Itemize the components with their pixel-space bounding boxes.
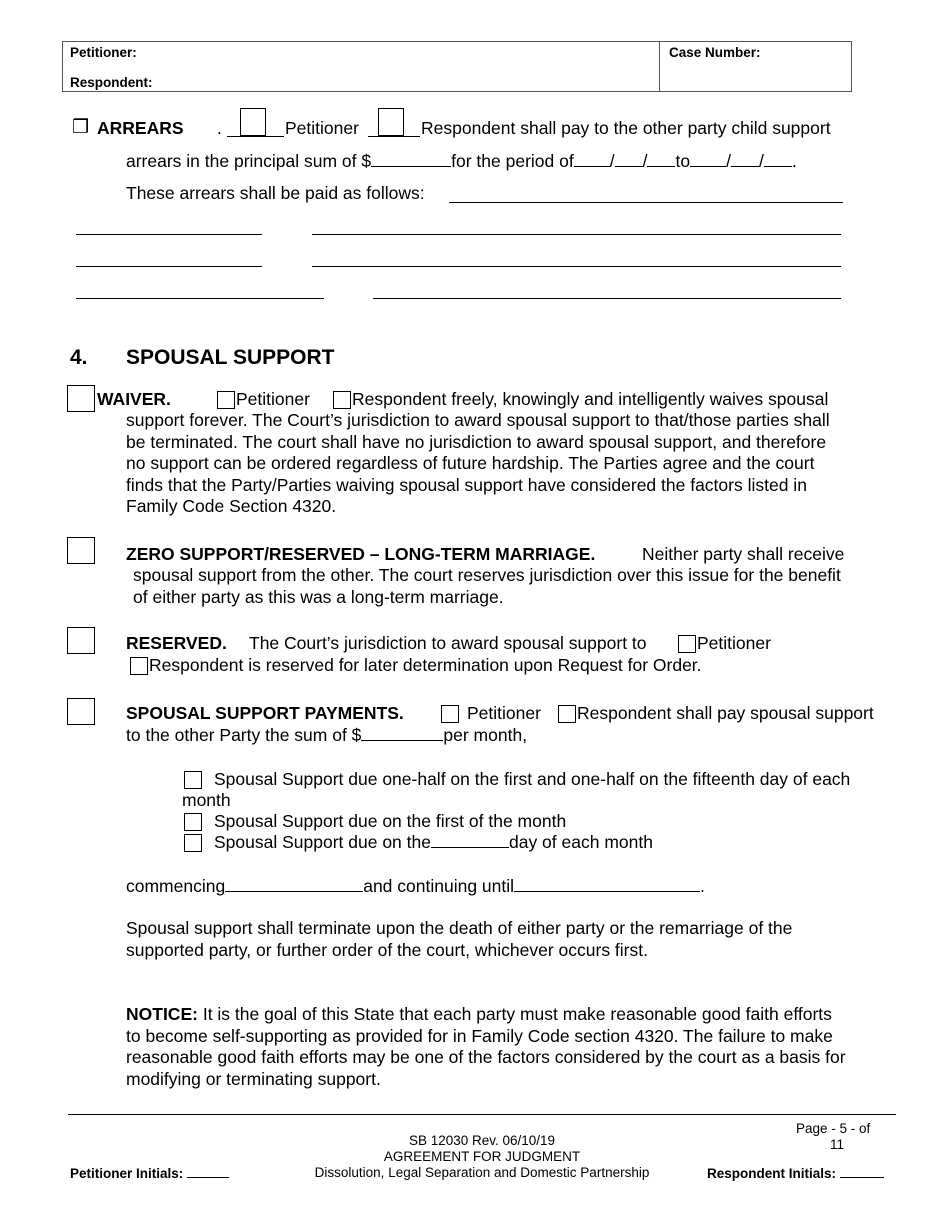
arrears-blank-line[interactable] bbox=[76, 234, 262, 235]
arrears-petitioner-label: Petitioner bbox=[285, 118, 359, 138]
commencing-label: commencing bbox=[126, 876, 226, 896]
page-total: 11 bbox=[830, 1137, 845, 1152]
continuing-label: and continuing until bbox=[363, 876, 515, 896]
custom-day-option bbox=[214, 832, 653, 854]
petitioner-initials-field[interactable] bbox=[187, 1166, 229, 1178]
respondent-initials-field[interactable] bbox=[840, 1166, 884, 1178]
payments-checkbox[interactable] bbox=[67, 698, 95, 725]
period-end-dot: . bbox=[791, 151, 797, 171]
custom-day-option-label: Spousal Support due on the bbox=[214, 832, 431, 852]
period-start-year-field[interactable] bbox=[647, 152, 675, 167]
arrears-underline bbox=[227, 136, 284, 137]
date-slash: / bbox=[726, 151, 731, 171]
arrears-blank-line[interactable] bbox=[312, 234, 841, 235]
waiver-petitioner-label: Petitioner bbox=[236, 389, 310, 409]
semi-monthly-option-checkbox[interactable] bbox=[184, 771, 202, 789]
waiver-title: WAIVER. bbox=[97, 389, 171, 409]
zero-support-text: Neither party shall receive bbox=[642, 544, 845, 564]
form-number: SB 12030 Rev. 06/10/19 bbox=[408, 1133, 556, 1148]
waiver-respondent-text: Respondent freely, knowingly and intelligently waives spousal bbox=[352, 389, 829, 409]
commencing-date-field[interactable] bbox=[225, 877, 363, 892]
payments-sum-field[interactable] bbox=[361, 726, 443, 741]
arrears-line-2 bbox=[126, 151, 797, 173]
arrears-sum-label: arrears in the principal sum of $ bbox=[126, 151, 372, 171]
period-start-day-field[interactable] bbox=[615, 152, 643, 167]
payments-respondent-text: Respondent shall pay spousal support bbox=[577, 703, 874, 723]
continuing-until-field[interactable] bbox=[514, 877, 700, 892]
waiver-body-line: be terminated. The court shall have no jurisdiction to award spousal support, and therefore bbox=[126, 431, 827, 452]
case-header-box bbox=[62, 41, 852, 92]
notice-line: to become self-supporting as provided for in Family Code section 4320. The failure to make bbox=[126, 1025, 833, 1046]
notice-line: reasonable good faith efforts may be one of the factors considered by the court as a basis for bbox=[126, 1047, 846, 1067]
waiver-body-line: no support can be ordered regardless of future hardship. The Parties agree and the court bbox=[126, 453, 815, 473]
termination-paragraph bbox=[126, 918, 792, 961]
semi-monthly-option-label-cont: month bbox=[182, 790, 231, 810]
notice-line bbox=[126, 1004, 846, 1026]
payments-dates-line bbox=[126, 876, 705, 898]
reserved-respondent-text: Respondent is reserved for later determination upon Request for Order. bbox=[149, 655, 702, 675]
first-of-month-option-label: Spousal Support due on the first of the month bbox=[214, 811, 567, 831]
reserved-title: RESERVED. bbox=[126, 633, 227, 653]
reserved-petitioner-label: Petitioner bbox=[697, 633, 771, 653]
notice-line: modifying or terminating support. bbox=[126, 1068, 381, 1089]
arrears-sum-field[interactable] bbox=[371, 152, 451, 167]
waiver-body-line: Family Code Section 4320. bbox=[126, 496, 337, 516]
respondent-label: Respondent: bbox=[70, 75, 153, 90]
waiver-body bbox=[126, 410, 830, 518]
arrears-respondent-checkbox[interactable] bbox=[378, 108, 404, 136]
section-number: 4. bbox=[70, 346, 88, 369]
period-end-day-field[interactable] bbox=[731, 152, 759, 167]
zero-support-body-line: spousal support from the other. The court reserves jurisdiction over this issue for the benefit bbox=[133, 565, 841, 585]
zero-support-checkbox[interactable] bbox=[67, 537, 95, 564]
arrears-blank-line[interactable] bbox=[373, 298, 841, 299]
payments-petitioner-checkbox[interactable] bbox=[441, 705, 459, 723]
notice-title: NOTICE: bbox=[126, 1004, 198, 1024]
arrears-blank-line[interactable] bbox=[312, 266, 841, 267]
period-end-month-field[interactable] bbox=[690, 152, 726, 167]
form-subtitle: Dissolution, Legal Separation and Domestic Partnership bbox=[314, 1165, 650, 1180]
custom-day-option-suffix: day of each month bbox=[508, 832, 653, 852]
waiver-body-line: support forever. The Court’s jurisdiction to award spousal support to that/those parties shall bbox=[126, 410, 830, 430]
reserved-checkbox[interactable] bbox=[67, 627, 95, 654]
payments-line-2 bbox=[126, 725, 527, 747]
period-end-year-field[interactable] bbox=[764, 152, 792, 167]
payments-petitioner-label: Petitioner bbox=[467, 703, 541, 723]
waiver-checkbox[interactable] bbox=[67, 385, 95, 412]
first-of-month-option-checkbox[interactable] bbox=[184, 813, 202, 831]
petitioner-label: Petitioner: bbox=[70, 45, 137, 60]
notice-line-1: It is the goal of this State that each party must make reasonable good faith efforts bbox=[202, 1004, 832, 1024]
respondent-initials-label: Respondent Initials: bbox=[707, 1166, 837, 1181]
date-slash: / bbox=[642, 151, 648, 171]
arrears-title: ARREARS bbox=[97, 118, 184, 138]
payments-per-month-label: per month, bbox=[443, 725, 528, 745]
footer-rule bbox=[68, 1114, 896, 1115]
termination-line: supported party, or further order of the court, whichever occurs first. bbox=[126, 939, 648, 960]
case-number-label: Case Number: bbox=[669, 45, 761, 60]
reserved-text: The Court’s jurisdiction to award spousal support to bbox=[249, 633, 647, 653]
respondent-initials bbox=[707, 1166, 884, 1181]
dates-line-end: . bbox=[700, 876, 705, 896]
period-start-month-field[interactable] bbox=[574, 152, 610, 167]
arrears-period-label: for the period of bbox=[451, 151, 574, 171]
form-title: AGREEMENT FOR JUDGMENT bbox=[383, 1149, 581, 1164]
petitioner-initials bbox=[70, 1166, 229, 1181]
date-slash: / bbox=[609, 151, 615, 171]
zero-support-body bbox=[133, 565, 841, 608]
arrears-blank-line[interactable] bbox=[76, 266, 262, 267]
period-to-label: to bbox=[675, 151, 691, 171]
zero-support-body-line: of either party as this was a long-term marriage. bbox=[133, 586, 504, 607]
date-slash: / bbox=[758, 151, 764, 171]
arrears-payment-label: These arrears shall be paid as follows: bbox=[126, 183, 425, 203]
header-divider bbox=[659, 42, 660, 91]
reserved-respondent-checkbox[interactable] bbox=[130, 657, 148, 675]
termination-line: Spousal support shall terminate upon the death of either party or the remarriage of the bbox=[126, 918, 793, 938]
notice-paragraph bbox=[126, 1004, 846, 1090]
custom-day-option-checkbox[interactable] bbox=[184, 834, 202, 852]
arrears-dot: . bbox=[217, 118, 222, 138]
footer-form-info bbox=[302, 1133, 662, 1181]
arrears-petitioner-checkbox[interactable] bbox=[240, 108, 266, 136]
custom-day-field[interactable] bbox=[431, 833, 509, 848]
semi-monthly-option-label: Spousal Support due one-half on the first and one-half on the fifteenth day of each bbox=[214, 769, 851, 789]
zero-support-title: ZERO SUPPORT/RESERVED – LONG-TERM MARRIAGE. bbox=[126, 544, 596, 564]
arrears-respondent-text: Respondent shall pay to the other party child support bbox=[421, 118, 831, 138]
page-number: Page - 5 - of bbox=[796, 1121, 871, 1136]
arrears-checkbox-icon[interactable]: ❒ bbox=[72, 117, 90, 138]
payments-respondent-checkbox[interactable] bbox=[558, 705, 576, 723]
waiver-petitioner-checkbox[interactable] bbox=[217, 391, 235, 409]
waiver-respondent-checkbox[interactable] bbox=[333, 391, 351, 409]
payments-sum-label: to the other Party the sum of $ bbox=[126, 725, 362, 745]
section-title: SPOUSAL SUPPORT bbox=[126, 346, 335, 369]
arrears-payment-field[interactable] bbox=[449, 202, 843, 203]
waiver-body-line: finds that the Party/Parties waiving spousal support have considered the factors listed in bbox=[126, 474, 807, 495]
petitioner-initials-label: Petitioner Initials: bbox=[70, 1166, 184, 1181]
arrears-underline bbox=[368, 136, 420, 137]
reserved-petitioner-checkbox[interactable] bbox=[678, 635, 696, 653]
payments-title: SPOUSAL SUPPORT PAYMENTS. bbox=[126, 703, 404, 723]
arrears-blank-line[interactable] bbox=[76, 298, 324, 299]
